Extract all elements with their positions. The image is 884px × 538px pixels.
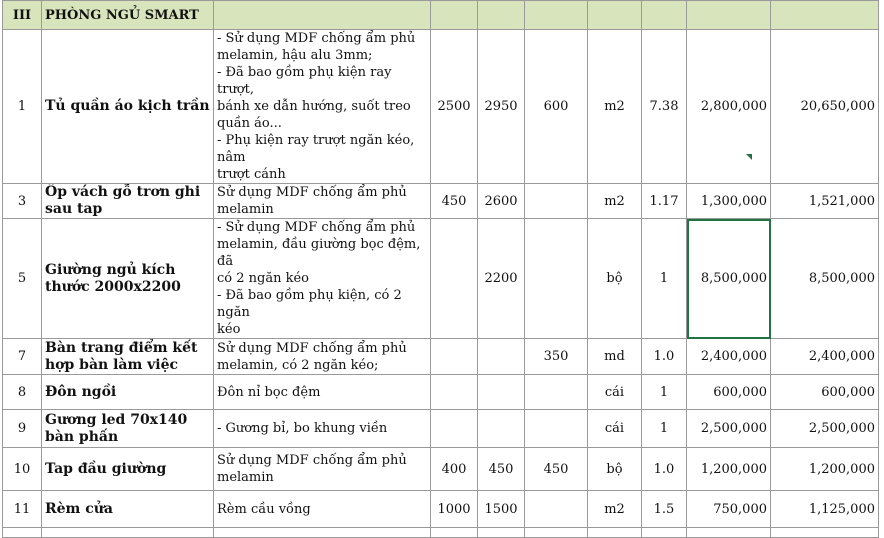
quantity-cell[interactable]: 1 xyxy=(642,375,687,410)
dimension-depth[interactable] xyxy=(525,375,588,410)
description-line: Đôn nỉ bọc đệm xyxy=(217,384,321,400)
quotation-table xyxy=(2,0,879,538)
table-cell[interactable] xyxy=(642,1,687,30)
table-row xyxy=(3,448,879,491)
item-number[interactable]: 9 xyxy=(3,410,42,448)
table-cell[interactable] xyxy=(214,1,431,30)
description-line: melamin xyxy=(217,470,274,485)
table-row xyxy=(3,30,879,184)
table-cell[interactable] xyxy=(478,528,525,538)
item-description[interactable] xyxy=(214,184,431,219)
unit-price-cell[interactable]: 2,400,000 xyxy=(687,339,771,375)
total-cell[interactable]: 20,650,000 xyxy=(771,30,879,184)
item-description[interactable] xyxy=(214,410,431,448)
item-description[interactable] xyxy=(214,375,431,410)
item-number[interactable]: 7 xyxy=(3,339,42,375)
total-cell[interactable]: 1,200,000 xyxy=(771,448,879,491)
table-cell[interactable] xyxy=(431,528,478,538)
quantity-cell[interactable]: 1 xyxy=(642,219,687,339)
table-cell[interactable] xyxy=(687,528,771,538)
dimension-length[interactable]: 400 xyxy=(431,448,478,491)
description-line: Sử dụng MDF chống ẩm phủ xyxy=(217,185,407,200)
table-cell[interactable] xyxy=(525,1,588,30)
dimension-length[interactable]: 2500 xyxy=(431,30,478,184)
comment-indicator xyxy=(746,154,752,160)
item-description[interactable] xyxy=(214,448,431,491)
item-name[interactable]: Rèm cửa xyxy=(42,491,214,528)
table-row xyxy=(3,375,879,410)
table-row xyxy=(3,184,879,219)
total-cell[interactable]: 1,125,000 xyxy=(771,491,879,528)
total-cell[interactable]: 600,000 xyxy=(771,375,879,410)
section-title[interactable]: PHÒNG NGỦ SMART xyxy=(42,1,214,30)
description-line: - Đã bao gồm phụ kiện ray trượt, xyxy=(217,65,392,97)
item-description[interactable] xyxy=(214,339,431,375)
table-cell[interactable] xyxy=(588,528,642,538)
quantity-cell[interactable]: 7.38 xyxy=(642,30,687,184)
dimension-depth[interactable] xyxy=(525,410,588,448)
unit-cell[interactable]: md xyxy=(588,339,642,375)
description-line: - Sử dụng MDF chống ẩm phủ xyxy=(217,31,416,46)
description-line: có 2 ngăn kéo xyxy=(217,271,309,286)
quantity-cell[interactable]: 1.0 xyxy=(642,448,687,491)
table-cell[interactable] xyxy=(642,528,687,538)
unit-cell[interactable]: m2 xyxy=(588,184,642,219)
item-name[interactable]: Giường ngủ kích thước 2000x2200 xyxy=(42,219,214,339)
description-line: melamin, có 2 ngăn kéo; xyxy=(217,357,379,373)
unit-cell[interactable]: cái xyxy=(588,375,642,410)
item-description[interactable] xyxy=(214,219,431,339)
dimension-height[interactable] xyxy=(478,375,525,410)
dimension-height[interactable]: 450 xyxy=(478,448,525,491)
quantity-cell[interactable]: 1.17 xyxy=(642,184,687,219)
table-cell[interactable] xyxy=(771,1,879,30)
table-row xyxy=(3,528,879,538)
table-row xyxy=(3,339,879,375)
unit-price-cell[interactable]: 1,200,000 xyxy=(687,448,771,491)
item-name[interactable]: Ốp vách gỗ trơn ghi sau tap xyxy=(42,184,214,219)
section-header-row xyxy=(3,1,879,30)
quantity-cell[interactable]: 1.0 xyxy=(642,339,687,375)
item-number[interactable]: 8 xyxy=(3,375,42,410)
unit-cell[interactable]: bộ xyxy=(588,448,642,491)
description-line: - Sử dụng MDF chống ẩm phủ xyxy=(217,220,416,235)
item-number[interactable]: 11 xyxy=(3,491,42,528)
dimension-length[interactable] xyxy=(431,410,478,448)
item-number[interactable]: 10 xyxy=(3,448,42,491)
dimension-length[interactable] xyxy=(431,339,478,375)
table-row xyxy=(3,491,879,528)
table-row xyxy=(3,219,879,339)
dimension-depth[interactable] xyxy=(525,184,588,219)
table-cell[interactable] xyxy=(214,528,431,538)
dimension-height[interactable] xyxy=(478,339,525,375)
item-name[interactable]: Gương led 70x140 bàn phấn xyxy=(42,410,214,448)
dimension-length[interactable]: 450 xyxy=(431,184,478,219)
section-roman-numeral[interactable]: III xyxy=(3,1,42,30)
total-cell[interactable]: 8,500,000 xyxy=(771,219,879,339)
item-number[interactable]: 3 xyxy=(3,184,42,219)
dimension-height[interactable] xyxy=(478,410,525,448)
unit-price-cell[interactable]: 750,000 xyxy=(687,491,771,528)
dimension-depth[interactable]: 600 xyxy=(525,30,588,184)
dimension-length[interactable] xyxy=(431,219,478,339)
table-cell[interactable] xyxy=(478,1,525,30)
description-line: melamin, hậu alu 3mm; xyxy=(217,48,373,63)
unit-price-cell[interactable]: 2,500,000 xyxy=(687,410,771,448)
item-description[interactable] xyxy=(214,491,431,528)
item-name[interactable]: Bàn trang điểm kết hợp bàn làm việc xyxy=(42,339,214,375)
description-line: - Phụ kiện ray trượt ngăn kéo, nâm xyxy=(217,133,415,165)
unit-price-cell[interactable]: 600,000 xyxy=(687,375,771,410)
dimension-height[interactable]: 2600 xyxy=(478,184,525,219)
item-name[interactable]: Đôn ngồi xyxy=(42,375,214,410)
table-cell[interactable] xyxy=(431,1,478,30)
total-cell[interactable]: 1,521,000 xyxy=(771,184,879,219)
unit-cell[interactable]: cái xyxy=(588,410,642,448)
table-cell[interactable] xyxy=(588,1,642,30)
description-line: melamin xyxy=(217,202,274,217)
unit-price-cell[interactable]: 1,300,000 xyxy=(687,184,771,219)
dimension-length[interactable]: 1000 xyxy=(431,491,478,528)
quantity-cell[interactable]: 1.5 xyxy=(642,491,687,528)
description-line: trượt cánh xyxy=(217,167,286,182)
description-line: Sử dụng MDF chống ẩm phủ xyxy=(217,453,407,468)
description-line: - Đã bao gồm phụ kiện, có 2 ngăn xyxy=(217,288,402,320)
table-row xyxy=(3,410,879,448)
description-line: Rèm cầu vồng xyxy=(217,501,311,517)
description-line: kéo xyxy=(217,322,241,337)
description-line: bánh xe dẫn hướng, suốt treo xyxy=(217,99,411,114)
item-number[interactable]: 1 xyxy=(3,30,42,184)
table-cell[interactable] xyxy=(42,528,214,538)
total-cell[interactable]: 2,400,000 xyxy=(771,339,879,375)
quantity-cell[interactable]: 1 xyxy=(642,410,687,448)
dimension-depth[interactable] xyxy=(525,219,588,339)
table-cell[interactable] xyxy=(3,528,42,538)
description-line: Sử dụng MDF chống ẩm phủ xyxy=(217,340,407,356)
item-number[interactable]: 5 xyxy=(3,219,42,339)
unit-cell[interactable]: m2 xyxy=(588,30,642,184)
dimension-height[interactable]: 1500 xyxy=(478,491,525,528)
unit-cell[interactable]: bộ xyxy=(588,219,642,339)
dimension-height[interactable]: 2950 xyxy=(478,30,525,184)
description-line: melamin, đầu giường bọc đệm, đã xyxy=(217,237,421,269)
description-line: - Gương bỉ, bo khung viền xyxy=(217,421,388,436)
dimension-depth[interactable] xyxy=(525,491,588,528)
dimension-length[interactable] xyxy=(431,375,478,410)
table-cell[interactable] xyxy=(687,1,771,30)
dimension-depth[interactable]: 350 xyxy=(525,339,588,375)
unit-cell[interactable]: m2 xyxy=(588,491,642,528)
unit-price-cell[interactable]: 2,800,000 xyxy=(687,30,771,184)
item-name[interactable]: Tap đầu giường xyxy=(42,448,214,491)
description-line: quần áo... xyxy=(217,116,282,131)
item-name[interactable]: Tủ quần áo kịch trần xyxy=(42,30,214,184)
dimension-depth[interactable]: 450 xyxy=(525,448,588,491)
table-cell[interactable] xyxy=(525,528,588,538)
dimension-height[interactable]: 2200 xyxy=(478,219,525,339)
unit-price-cell[interactable]: 8,500,000 xyxy=(687,219,771,339)
table-cell[interactable] xyxy=(771,528,879,538)
item-description[interactable] xyxy=(214,30,431,184)
total-cell[interactable]: 2,500,000 xyxy=(771,410,879,448)
